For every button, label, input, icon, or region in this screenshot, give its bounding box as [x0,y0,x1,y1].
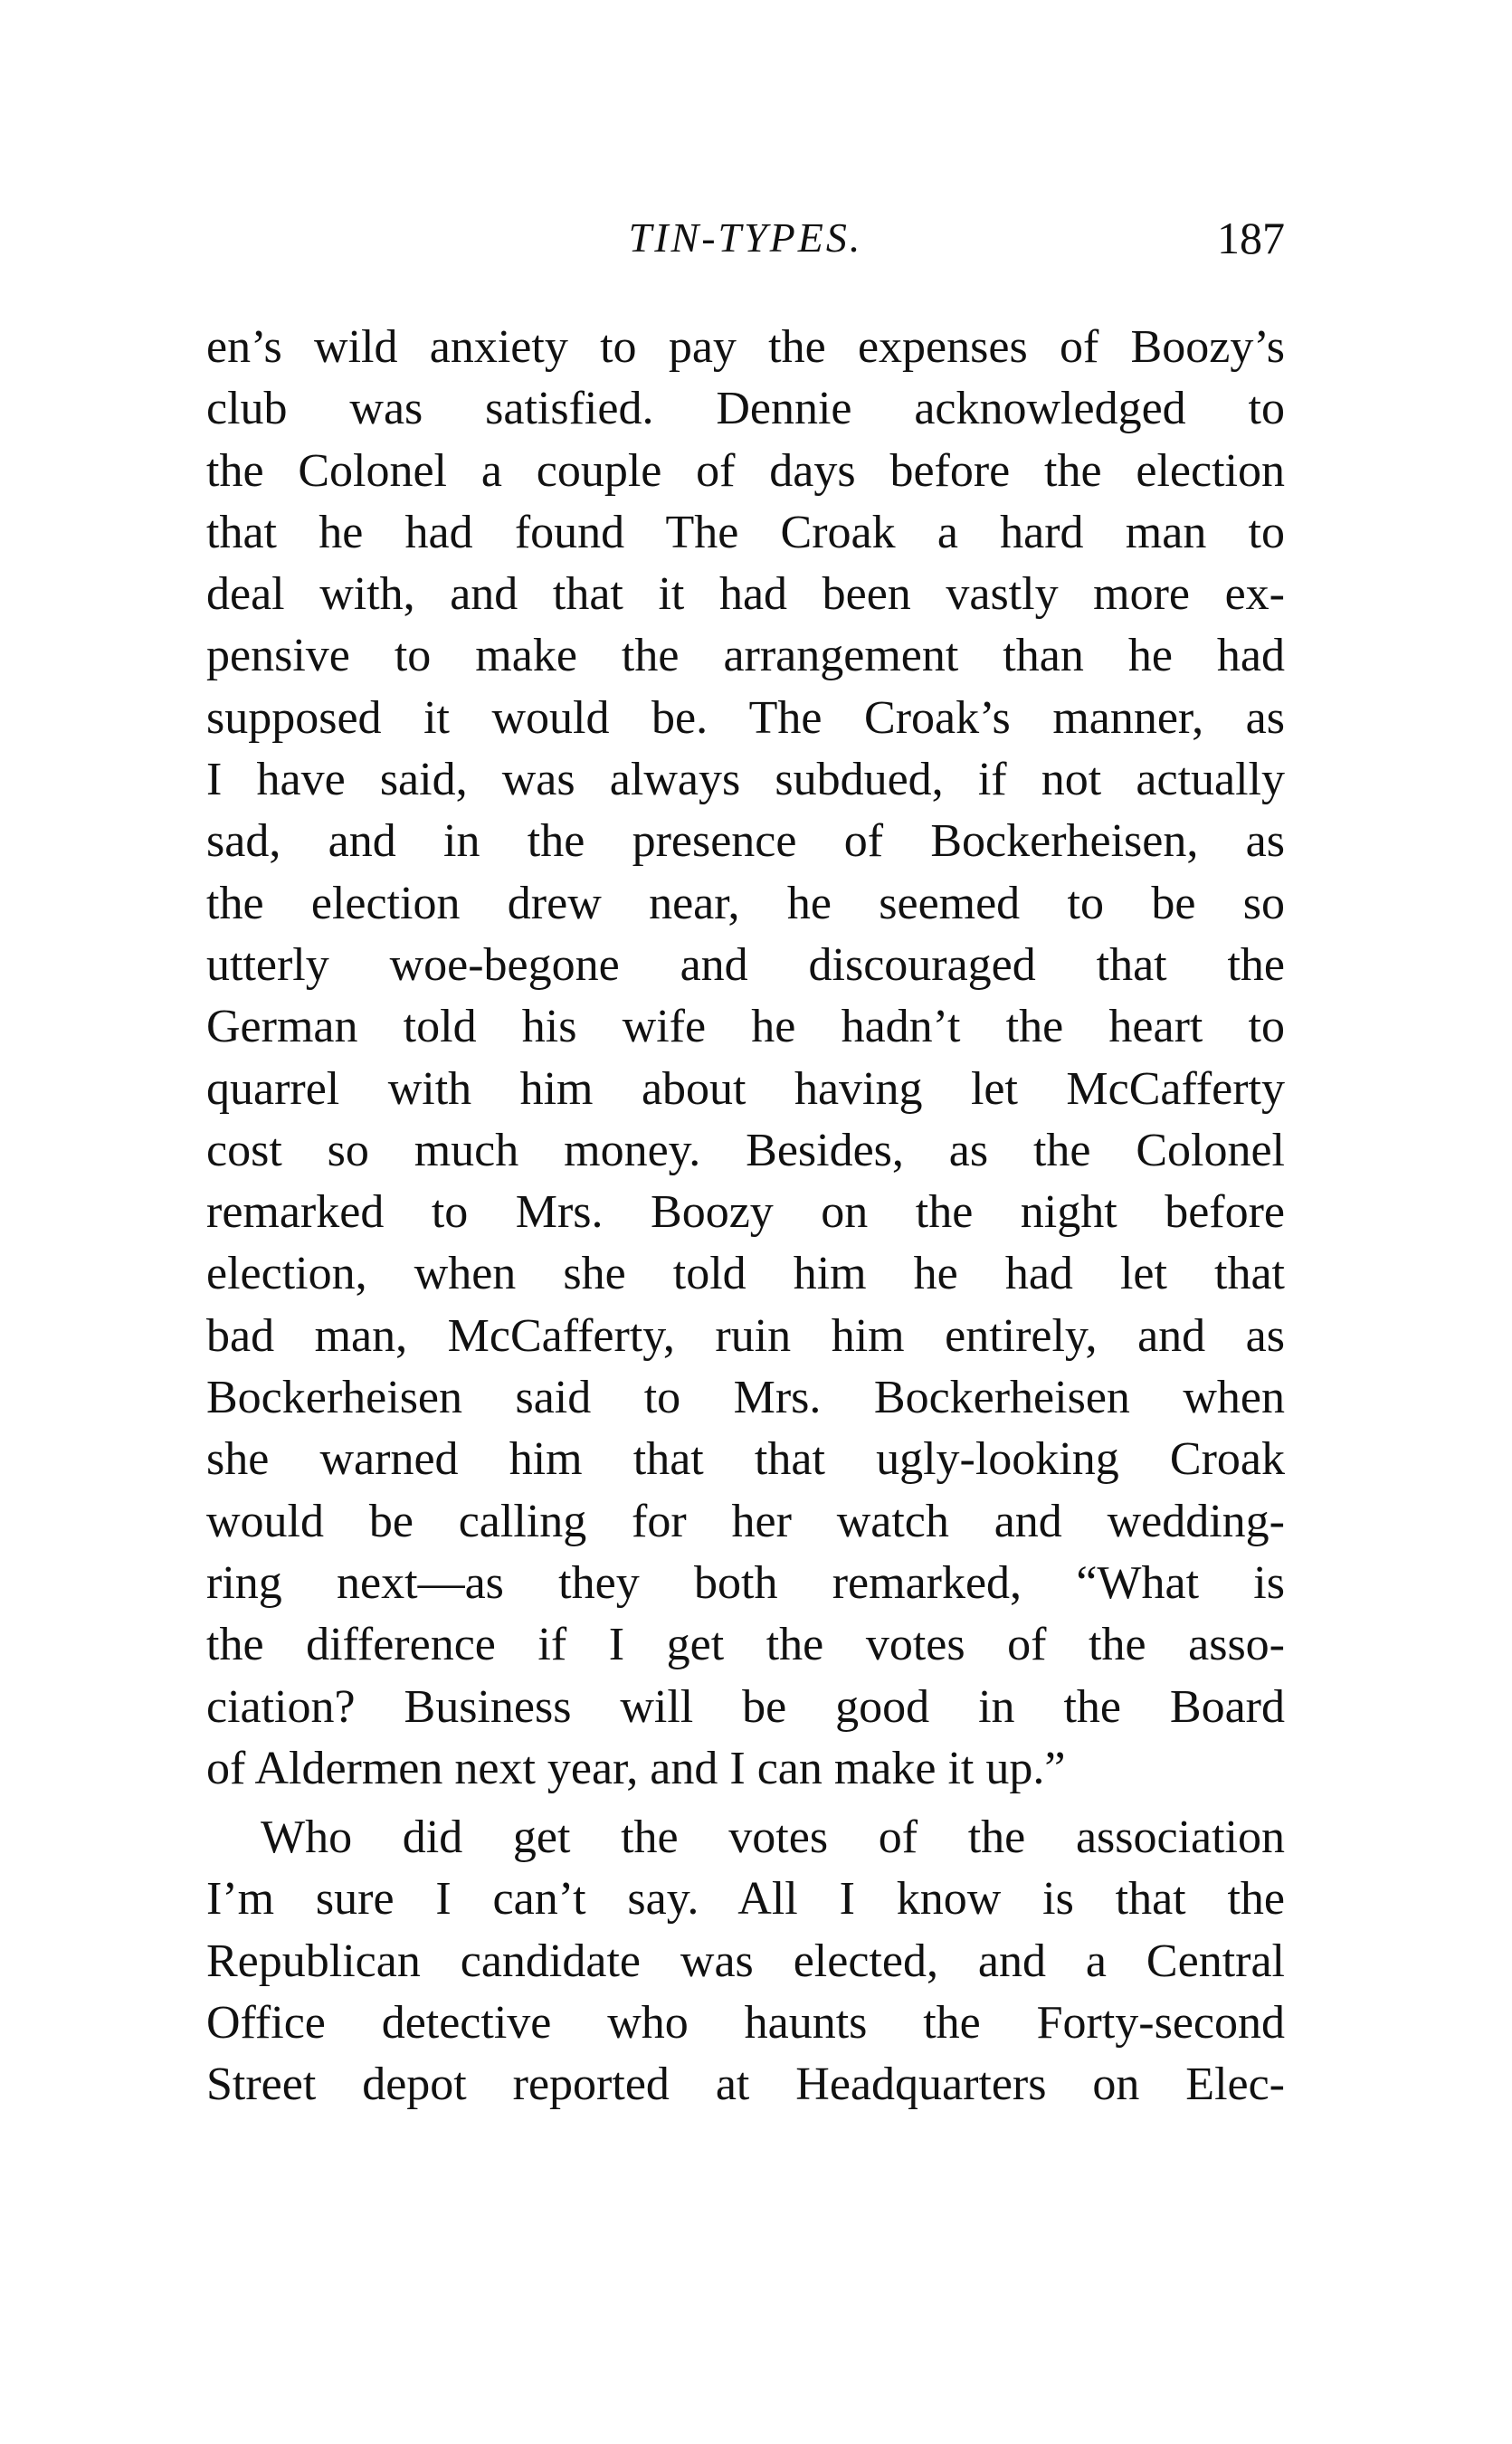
text-line: I have said, was always subdued, if not actually [206,754,1285,806]
running-head [206,206,1285,270]
text-line: ciation? Business will be good in the Board [206,1680,1285,1733]
text-line: ring next—as they both remarked, “What is [206,1556,1285,1609]
paragraph [206,1807,1285,2116]
paragraph-gap [206,1800,1285,1807]
paragraph-continued [206,317,1285,1800]
text-line: Office detective who haunts the Forty-second [206,1997,1285,2049]
text-line: German told his wife he hadn’t the heart to [206,1001,1285,1053]
text-line: supposed it would be. The Croak’s manner, as [206,691,1285,744]
text-line: of Aldermen next year, and I can make it up.” [206,1742,1066,1794]
text-line: bad man, McCafferty, ruin him entirely, and as [206,1309,1285,1362]
text-line: the difference if I get the votes of the asso- [206,1619,1285,1671]
text-line: would be calling for her watch and wedding- [206,1495,1285,1547]
running-title: TIN-TYPES. [628,214,863,261]
text-line: cost so much money. Besides, as the Colonel [206,1124,1285,1176]
text-line: utterly woe-begone and discouraged that the [206,938,1285,991]
text-line: Republican candidate was elected, and a Central [206,1935,1285,1987]
text-line: deal with, and that it had been vastly more ex- [206,568,1285,621]
text-line: the Colonel a couple of days before the election [206,444,1285,497]
text-line: pensive to make the arrangement than he had [206,630,1285,682]
text-line: sad, and in the presence of Bockerheisen, as [206,815,1285,868]
text-line: Bockerheisen said to Mrs. Bockerheisen when [206,1372,1285,1424]
body-text [206,317,1285,2116]
text-line: remarked to Mrs. Boozy on the night before [206,1186,1285,1239]
text-line: election, when she told him he had let that [206,1248,1285,1300]
text-line: club was satisfied. Dennie acknowledged to [206,383,1285,435]
text-line: the election drew near, he seemed to be so [206,877,1285,929]
text-line: she warned him that that ugly-looking Croak [206,1433,1285,1486]
text-line: quarrel with him about having let McCafferty [206,1062,1285,1115]
page-number: 187 [1217,213,1285,263]
text-line: that he had found The Croak a hard man to [206,506,1285,558]
text-line: en’s wild anxiety to pay the expenses of Boozy’s [206,321,1285,373]
text-line: Who did get the votes of the association [261,1812,1285,1864]
text-line: I’m sure I can’t say. All I know is that the [206,1873,1285,1926]
text-line: Street depot reported at Headquarters on Elec- [206,2059,1285,2111]
